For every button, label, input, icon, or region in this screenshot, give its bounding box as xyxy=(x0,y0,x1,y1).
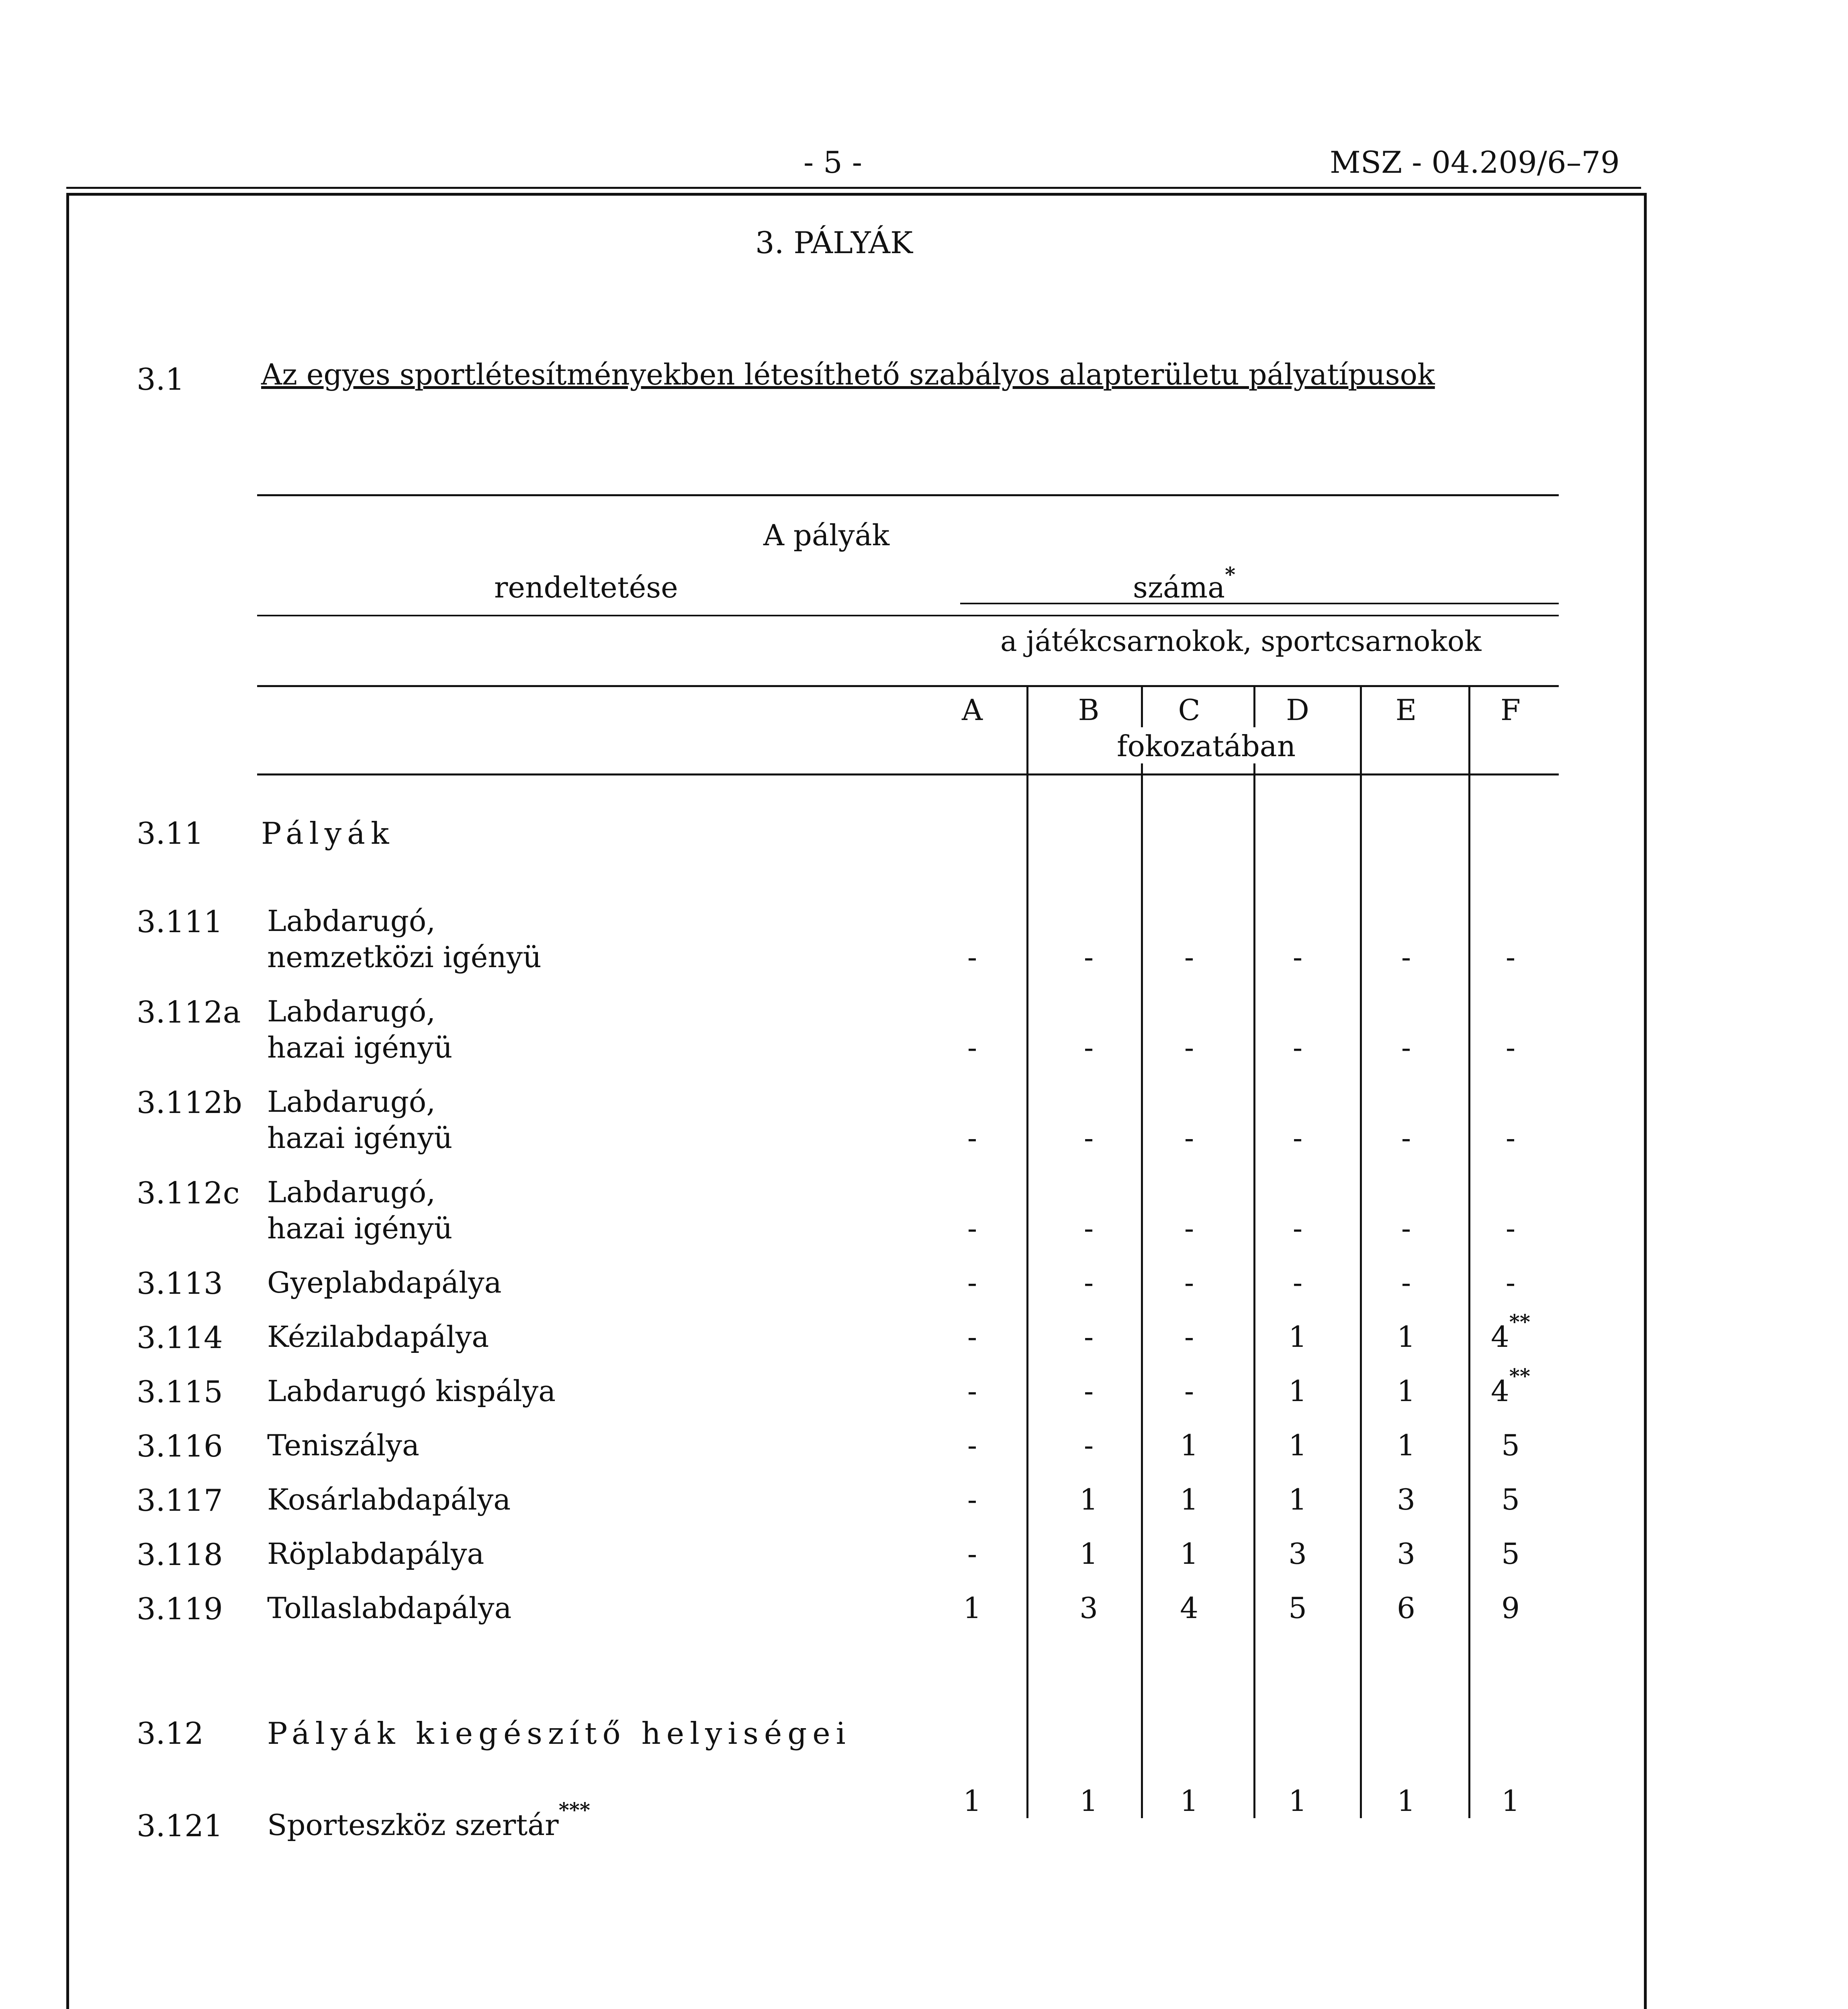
grade-header-b: B xyxy=(1078,693,1100,727)
cell-b: 1 xyxy=(1079,1784,1098,1818)
row-label: Teniszálya xyxy=(267,1428,419,1462)
cell-f: 5 xyxy=(1501,1483,1520,1516)
practice-court-mark: ** xyxy=(1509,1364,1531,1388)
row-label-line2: hazai igényü xyxy=(267,1211,453,1245)
cell-f: - xyxy=(1505,1211,1516,1245)
section-title: Pályák xyxy=(261,816,395,851)
row-label-line2: hazai igényü xyxy=(267,1121,453,1155)
table-group-label: A pályák xyxy=(763,518,890,552)
row-label: Labdarugó, xyxy=(267,1085,435,1119)
cell-e: - xyxy=(1401,1121,1411,1155)
section-title: Pályák kiegészítő helyiségei xyxy=(267,1716,851,1751)
cell-c: - xyxy=(1184,1320,1194,1354)
cell-f-value: 4 xyxy=(1490,1320,1509,1354)
cell-c: 1 xyxy=(1180,1428,1198,1462)
cell-e: 1 xyxy=(1397,1320,1415,1354)
cell-d: 1 xyxy=(1288,1784,1307,1818)
row-number: 3.115 xyxy=(137,1374,223,1410)
cell-b: - xyxy=(1083,1374,1094,1408)
row-number: 3.112a xyxy=(137,994,241,1030)
halls-caption: a játékcsarnokok, sportcsarnokok xyxy=(1000,625,1482,658)
row-label: Gyeplabdapálya xyxy=(267,1266,502,1299)
cell-d: 1 xyxy=(1288,1483,1307,1516)
row-number: 3.112c xyxy=(137,1175,240,1211)
row-label: Kézilabdapálya xyxy=(267,1320,489,1354)
cell-f: - xyxy=(1505,1121,1516,1155)
cell-a: - xyxy=(967,1483,977,1516)
cell-c: 1 xyxy=(1180,1784,1198,1818)
cell-e: - xyxy=(1401,1266,1411,1299)
count-footnote-mark: * xyxy=(1225,563,1236,586)
cell-b: - xyxy=(1083,1320,1094,1354)
row-label: Kosárlabdapálya xyxy=(267,1483,511,1516)
row-label xyxy=(267,1798,591,1842)
cell-c: 4 xyxy=(1180,1591,1198,1625)
row-label-text: Sporteszköz szertár xyxy=(267,1808,559,1842)
cell-d: 1 xyxy=(1288,1428,1307,1462)
row-number: 3.114 xyxy=(137,1320,223,1355)
row-number: 3.121 xyxy=(137,1808,223,1843)
row-label: Tollaslabdapálya xyxy=(267,1591,512,1625)
cell-c: - xyxy=(1184,1374,1194,1408)
cell-e: - xyxy=(1401,1211,1411,1245)
cell-f: 1 xyxy=(1501,1784,1520,1818)
cell-a: - xyxy=(967,1266,977,1299)
row-label: Röplabdapálya xyxy=(267,1537,484,1571)
grade-header-c: C xyxy=(1178,693,1200,727)
cell-f: 5 xyxy=(1501,1537,1520,1571)
cell-d: 5 xyxy=(1288,1591,1307,1625)
cell-c: 1 xyxy=(1180,1537,1198,1571)
row-label-line2: nemzetközi igényü xyxy=(267,940,542,974)
subsection-title: Az egyes sportlétesítményekben létesíthető szabályos alapterületu pályatípusok xyxy=(261,358,1435,391)
cell-e: 1 xyxy=(1397,1374,1415,1408)
row-number: 3.117 xyxy=(137,1483,223,1518)
practice-court-mark: ** xyxy=(1509,1310,1531,1334)
cell-b: - xyxy=(1083,1121,1094,1155)
cell-e: - xyxy=(1401,940,1411,974)
section-number: 3.12 xyxy=(137,1716,204,1751)
cell-f xyxy=(1470,1310,1551,1354)
document-code: MSZ - 04.209/6–79 xyxy=(1330,145,1620,180)
cell-e: - xyxy=(1401,1031,1411,1064)
count-column-header xyxy=(1133,563,1236,604)
page-number: - 5 - xyxy=(803,145,863,180)
cell-f: 9 xyxy=(1501,1591,1520,1625)
row-number: 3.113 xyxy=(137,1266,223,1301)
cell-d: - xyxy=(1292,1121,1303,1155)
grade-header-e: E xyxy=(1395,693,1417,727)
cell-e: 1 xyxy=(1397,1428,1415,1462)
grade-caption: fokozatában xyxy=(1117,729,1296,763)
cell-d: - xyxy=(1292,1266,1303,1299)
cell-b: - xyxy=(1083,1211,1094,1245)
cell-c: - xyxy=(1184,1266,1194,1299)
cell-a: - xyxy=(967,1537,977,1571)
cell-b: - xyxy=(1083,940,1094,974)
cell-d: 3 xyxy=(1288,1537,1307,1571)
cell-e: 1 xyxy=(1397,1784,1415,1818)
section-number: 3.11 xyxy=(137,816,204,851)
cell-e: 3 xyxy=(1397,1537,1415,1571)
purpose-column-header: rendeltetése xyxy=(494,571,678,604)
row-label: Labdarugó, xyxy=(267,994,435,1028)
section-title: 3. PÁLYÁK xyxy=(755,225,913,260)
row-number: 3.116 xyxy=(137,1428,223,1464)
row-label-line2: hazai igényü xyxy=(267,1031,453,1064)
cell-f: - xyxy=(1505,1266,1516,1299)
cell-d: 1 xyxy=(1288,1320,1307,1354)
subsection-number: 3.1 xyxy=(137,362,185,397)
row-number: 3.119 xyxy=(137,1591,223,1626)
cell-f: 5 xyxy=(1501,1428,1520,1462)
row-label: Labdarugó, xyxy=(267,904,435,938)
cell-d: 1 xyxy=(1288,1374,1307,1408)
cell-d: - xyxy=(1292,1031,1303,1064)
cell-f-value: 4 xyxy=(1490,1374,1509,1408)
cell-a: 1 xyxy=(963,1784,981,1818)
count-label: száma xyxy=(1133,571,1225,604)
cell-a: 1 xyxy=(963,1591,981,1625)
cell-b: - xyxy=(1083,1266,1094,1299)
cell-c: - xyxy=(1184,1211,1194,1245)
cell-f: - xyxy=(1505,940,1516,974)
cell-d: - xyxy=(1292,1211,1303,1245)
combined-storage-mark: *** xyxy=(558,1798,591,1822)
cell-b: 1 xyxy=(1079,1483,1098,1516)
row-number: 3.112b xyxy=(137,1085,242,1120)
cell-a: - xyxy=(967,1211,977,1245)
cell-c: - xyxy=(1184,1121,1194,1155)
cell-b: 3 xyxy=(1079,1591,1098,1625)
cell-a: - xyxy=(967,1320,977,1354)
cell-b: - xyxy=(1083,1428,1094,1462)
row-label: Labdarugó kispálya xyxy=(267,1374,556,1408)
row-number: 3.111 xyxy=(137,904,223,939)
cell-d: - xyxy=(1292,940,1303,974)
cell-e: 6 xyxy=(1397,1591,1415,1625)
cell-f: - xyxy=(1505,1031,1516,1064)
cell-a: - xyxy=(967,1031,977,1064)
cell-c: - xyxy=(1184,1031,1194,1064)
cell-f xyxy=(1470,1364,1551,1408)
cell-e: 3 xyxy=(1397,1483,1415,1516)
cell-b: - xyxy=(1083,1031,1094,1064)
grade-header-f: F xyxy=(1500,693,1521,727)
grade-header-a: A xyxy=(962,693,983,727)
cell-a: - xyxy=(967,1428,977,1462)
cell-a: - xyxy=(967,1121,977,1155)
cell-c: - xyxy=(1184,940,1194,974)
row-label: Labdarugó, xyxy=(267,1175,435,1209)
grade-header-d: D xyxy=(1286,693,1309,727)
row-number: 3.118 xyxy=(137,1537,223,1572)
cell-a: - xyxy=(967,1374,977,1408)
cell-b: 1 xyxy=(1079,1537,1098,1571)
cell-a: - xyxy=(967,940,977,974)
cell-c: 1 xyxy=(1180,1483,1198,1516)
